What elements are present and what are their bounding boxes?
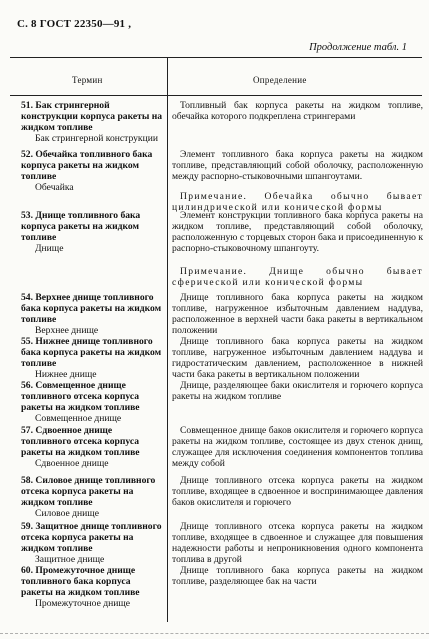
term-short-form: Промежуточное днище bbox=[35, 597, 131, 609]
term-entry bbox=[21, 337, 164, 381]
definition-text: Днище топливного бака корпуса ракеты на жидком топливе, нагруженное избыточным давлением наддува и гидростатическим давлением, расположенное в нижней части бака ракеты в вертикальном положении bbox=[172, 336, 423, 380]
definition-text: Совмещенное днище баков окислителя и горючего корпуса ракеты на жидком топливе, состоящее из двух стенок днищ, служащее для исключения соединения компонентов топлива между собой bbox=[172, 425, 423, 469]
term-short-form: Обечайка bbox=[35, 181, 74, 193]
term-name: Бак стрингерной конструкции корпуса ракеты на жидком топливе bbox=[21, 100, 163, 133]
definition-text: Днище топливного бака корпуса ракеты на жидком топливе, разделяющее бак на части bbox=[172, 565, 423, 587]
term-short-form: Защитное днище bbox=[35, 553, 105, 565]
column-header-definition: Определение bbox=[253, 75, 307, 85]
definition-note: Примечание. Обечайка обычно бывает цилиндрической или конической формы bbox=[172, 191, 423, 213]
definition-text: Элемент топливного бака корпуса ракеты на жидком топливе, представляющий собой оболочку, расположенную между распорно-стыковочными шпангоутами. bbox=[172, 149, 423, 182]
term-short-form: Верхнее днище bbox=[35, 324, 99, 336]
term-name: Днище топливного бака корпуса ракеты на жидком топливе bbox=[21, 210, 141, 243]
term-entry bbox=[21, 293, 164, 337]
term-number: 54. bbox=[21, 292, 33, 303]
table-header-rule bbox=[10, 95, 422, 96]
term-short-form: Силовое днище bbox=[35, 507, 99, 519]
term-entry bbox=[21, 150, 164, 194]
definition-text: Днище топливного отсека корпуса ракеты на жидком топливе, входящее в сдвоенное и воспринимающее давления баков окислителя и горючего bbox=[172, 475, 423, 508]
definition-text: Днище топливного отсека корпуса ракеты на жидком топливе, входящее в сдвоенное и служащее для повышения надежности работы и непроникновения одного компонента топлива в другой bbox=[172, 521, 423, 565]
definition-text: Днище, разделяющее баки окислителя и горючего корпуса ракеты на жидком топливе bbox=[172, 380, 423, 402]
term-entry bbox=[21, 426, 164, 470]
term-entry bbox=[21, 566, 164, 610]
term-name: Промежуточное днище топливного бака корпуса ракеты на жидком топливе bbox=[21, 565, 140, 598]
definition-text: Элемент конструкции топливного бака корпуса ракеты на жидком топливе, представляющий собой оболочку, расположенную с торцевых сторон бака и присоединенную к распорно-стыковочному шпангоуту. bbox=[172, 210, 423, 254]
page-header: С. 8 ГОСТ 22350—91 , bbox=[17, 18, 132, 30]
term-name: Защитное днище топливного отсека корпуса ракеты на жидком топливе bbox=[21, 521, 162, 554]
definition-text: Топливный бак корпуса ракеты на жидком топливе, обечайка которого подкреплена стрингерами bbox=[172, 100, 423, 122]
term-number: 56. bbox=[21, 380, 33, 391]
term-number: 53. bbox=[21, 210, 33, 221]
term-name: Нижнее днище топливного бака корпуса ракеты на жидком топливе bbox=[21, 336, 162, 369]
term-number: 52. bbox=[21, 149, 33, 160]
term-entry bbox=[21, 101, 164, 145]
term-entry bbox=[21, 211, 164, 255]
term-number: 59. bbox=[21, 521, 33, 532]
term-name: Сдвоенное днище топливного отсека корпуса ракеты на жидком топливе bbox=[21, 425, 140, 458]
term-entry bbox=[21, 522, 164, 566]
column-header-term: Термин bbox=[72, 75, 103, 85]
table-top-rule bbox=[10, 57, 422, 58]
table-continuation-label: Продолжение табл. 1 bbox=[309, 42, 407, 53]
term-short-form: Нижнее днище bbox=[35, 368, 97, 380]
term-number: 57. bbox=[21, 425, 33, 436]
term-short-form: Днище bbox=[35, 242, 64, 254]
term-short-form: Бак стрингерной конструкции bbox=[35, 132, 158, 144]
column-divider bbox=[167, 57, 168, 622]
term-number: 58. bbox=[21, 475, 33, 486]
term-short-form: Сдвоенное днище bbox=[35, 457, 109, 469]
scan-edge-line bbox=[0, 633, 429, 634]
term-entry bbox=[21, 381, 164, 425]
term-number: 60. bbox=[21, 565, 33, 576]
term-short-form: Совмещенное днище bbox=[35, 412, 122, 424]
term-name: Совмещенное днище топливного отсека корпуса ракеты на жидком топливе bbox=[21, 380, 140, 413]
definition-note: Примечание. Днище обычно бывает сферической или конической формы bbox=[172, 266, 423, 288]
definition-text: Днище топливного бака корпуса ракеты на жидком топливе, нагруженное избыточным давлением наддува, расположенное в верхней части бака ракеты в вертикальном положении bbox=[172, 292, 423, 336]
term-name: Силовое днище топливного отсека корпуса ракеты на жидком топливе bbox=[21, 475, 156, 508]
term-entry bbox=[21, 476, 164, 520]
term-name: Верхнее днище топливного бака корпуса ракеты на жидком топливе bbox=[21, 292, 162, 325]
term-name: Обечайка топливного бака корпуса ракеты на жидком топливе bbox=[21, 149, 153, 182]
term-number: 55. bbox=[21, 336, 33, 347]
term-number: 51. bbox=[21, 100, 33, 111]
